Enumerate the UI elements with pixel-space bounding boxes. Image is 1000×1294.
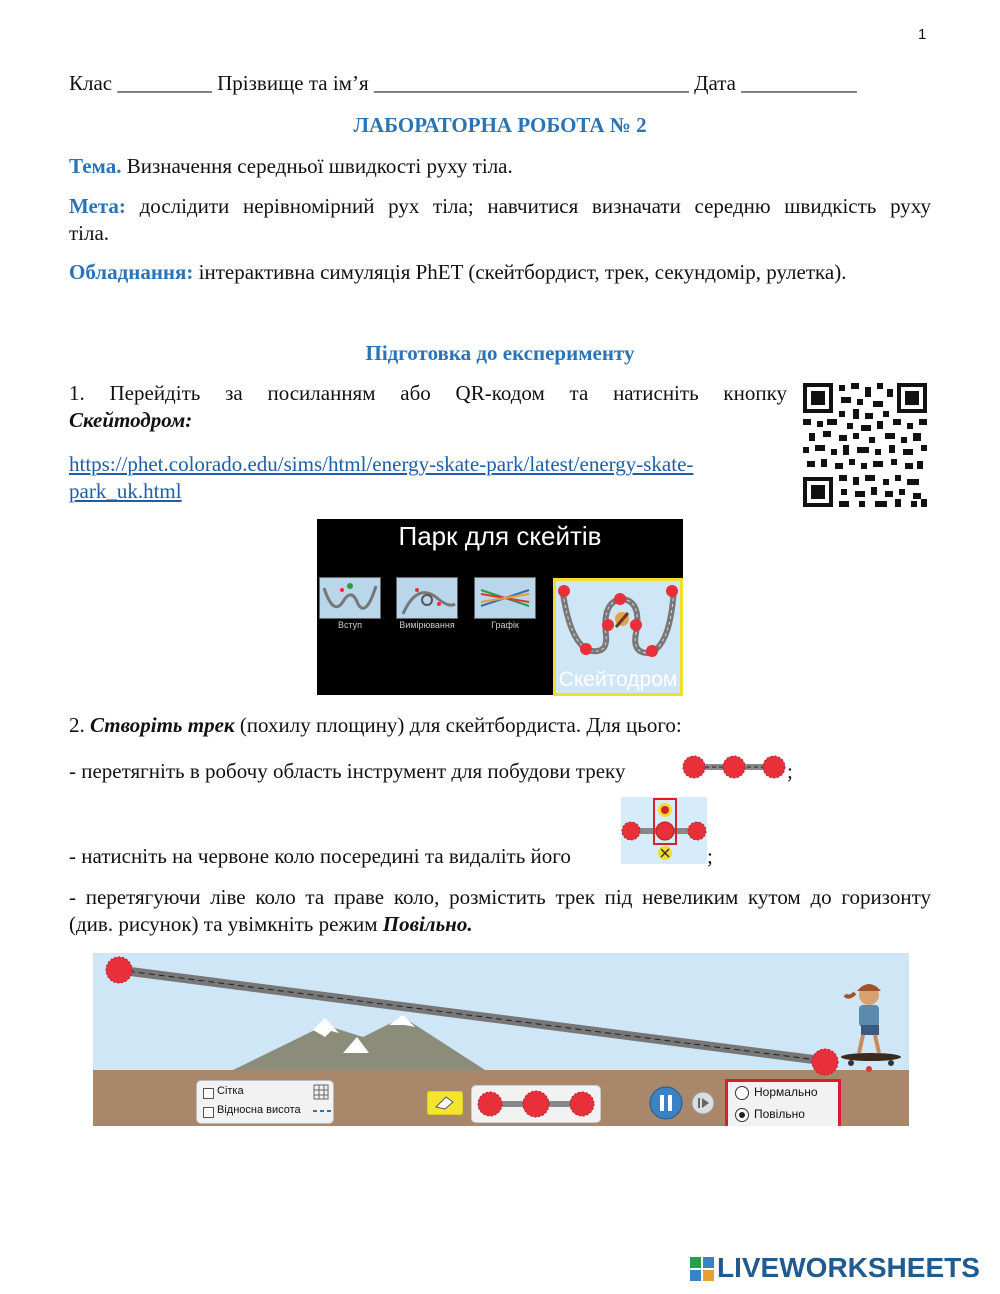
bullet-2-text: - натисніть на червоне коло посередині та видаліть його [69, 844, 571, 868]
graph-thumb-icon [475, 578, 535, 618]
step2-prefix: 2. [69, 713, 90, 737]
menu-label-graph: Графік [491, 620, 519, 630]
date-blank[interactable]: ___________ [741, 71, 857, 95]
track-node-left [106, 957, 132, 983]
bullet-3 [69, 884, 931, 938]
link-line-2[interactable]: park_uk.html [69, 479, 182, 503]
goal-label: Мета: [69, 194, 126, 218]
section-title: Підготовка до експерименту [365, 341, 635, 365]
radio-slow-label: Повільно [754, 1107, 805, 1121]
footer-brand: LIVEWORKSHEETS [717, 1252, 980, 1283]
menu-thumb-measure[interactable] [396, 577, 458, 619]
header-line [69, 70, 939, 97]
bullet-3-emph: Повільно. [382, 912, 473, 936]
bullet-1 [69, 758, 625, 785]
link-line-1[interactable]: https://phet.colorado.edu/sims/html/energy-skate-park/latest/energy-skate- [69, 452, 694, 476]
step2-text: (похилу площину) для скейтбордиста. Для цього: [234, 713, 682, 737]
bullet-1-text: - перетягніть в робочу область інструмент для побудови треку [69, 759, 626, 783]
pause-button[interactable] [649, 1086, 683, 1120]
goal-block [69, 193, 931, 247]
step2-heading [69, 712, 931, 739]
intro-thumb-icon [320, 578, 380, 618]
grid-label: Сітка [217, 1085, 244, 1097]
step1-emph: Скейтодром: [69, 408, 193, 432]
class-blank[interactable]: _________ [117, 71, 212, 95]
height-checkbox[interactable] [203, 1107, 214, 1118]
equipment-line [69, 259, 931, 286]
bullet-1-end: ; [787, 759, 793, 783]
liveworksheets-logo-icon [690, 1257, 714, 1281]
grid-checkbox[interactable] [203, 1088, 214, 1099]
sim-menu-title: Парк для скейтів [398, 521, 602, 551]
step-forward-button[interactable] [691, 1091, 715, 1115]
track-toolbox[interactable] [471, 1085, 601, 1123]
menu-thumb-intro[interactable] [319, 577, 381, 619]
step1-text: 1. Перейдіть за посиланням або QR-кодом та натисніть кнопку [69, 381, 787, 405]
measure-thumb-icon [397, 578, 457, 618]
sim-panel-screenshot [93, 953, 909, 1126]
class-label: Клас [69, 71, 113, 95]
radio-slow[interactable] [735, 1108, 749, 1122]
radio-normal[interactable] [735, 1086, 749, 1100]
step1-block [69, 380, 787, 434]
track-tool-icon [681, 752, 787, 782]
bullet-3-line-1: - перетягуючи ліве коло та праве коло, розмістить трек під невеликим кутом до горизонту [69, 885, 931, 909]
step1-link[interactable] [69, 451, 769, 505]
grid-icon [313, 1084, 329, 1100]
speed-selector [725, 1079, 841, 1126]
topic-text: Визначення середньої швидкості руху тіла. [121, 154, 513, 178]
step2-emph: Створіть трек [90, 713, 235, 737]
sim-menu-screenshot [317, 519, 683, 695]
page-number: 1 [918, 26, 927, 43]
track-node-right [812, 1049, 838, 1075]
equipment-label: Обладнання: [69, 260, 194, 284]
menu-thumb-graph[interactable] [474, 577, 536, 619]
height-label: Відносна висота [217, 1104, 301, 1116]
topic-label: Тема. [69, 154, 122, 178]
equipment-text: інтерактивна симуляція PhET (скейтбордист, трек, секундомір, рулетка). [193, 260, 847, 284]
delete-node-image [621, 797, 707, 864]
goal-text-1: дослідити нерівномірний рух тіла; навчитися визначати середню швидкість руху [125, 194, 931, 218]
bullet-3-line-2: (див. рисунок) та увімкніть режим [69, 912, 383, 936]
topic-line [69, 153, 931, 180]
eraser-icon[interactable] [427, 1091, 463, 1115]
menu-label-measure: Вимірювання [399, 620, 455, 630]
name-label: Прізвище та ім’я [217, 71, 369, 95]
name-blank[interactable]: ______________________________ [373, 71, 689, 95]
page-title: ЛАБОРАТОРНА РОБОТА № 2 [353, 113, 647, 137]
menu-label-intro: Вступ [337, 620, 363, 630]
track-toolbox-icon [472, 1086, 600, 1122]
height-dashes-icon [313, 1108, 331, 1114]
qr-code-icon [803, 383, 927, 507]
bullet-2-end: ; [707, 844, 713, 868]
menu-label-skatepark: Скейтодром [558, 668, 678, 691]
bullet-2 [69, 843, 571, 870]
radio-normal-label: Нормально [754, 1085, 818, 1099]
date-label: Дата [694, 71, 736, 95]
goal-text-2: тіла. [69, 221, 110, 245]
view-options-panel [196, 1080, 334, 1124]
delete-node-icon [621, 797, 707, 864]
